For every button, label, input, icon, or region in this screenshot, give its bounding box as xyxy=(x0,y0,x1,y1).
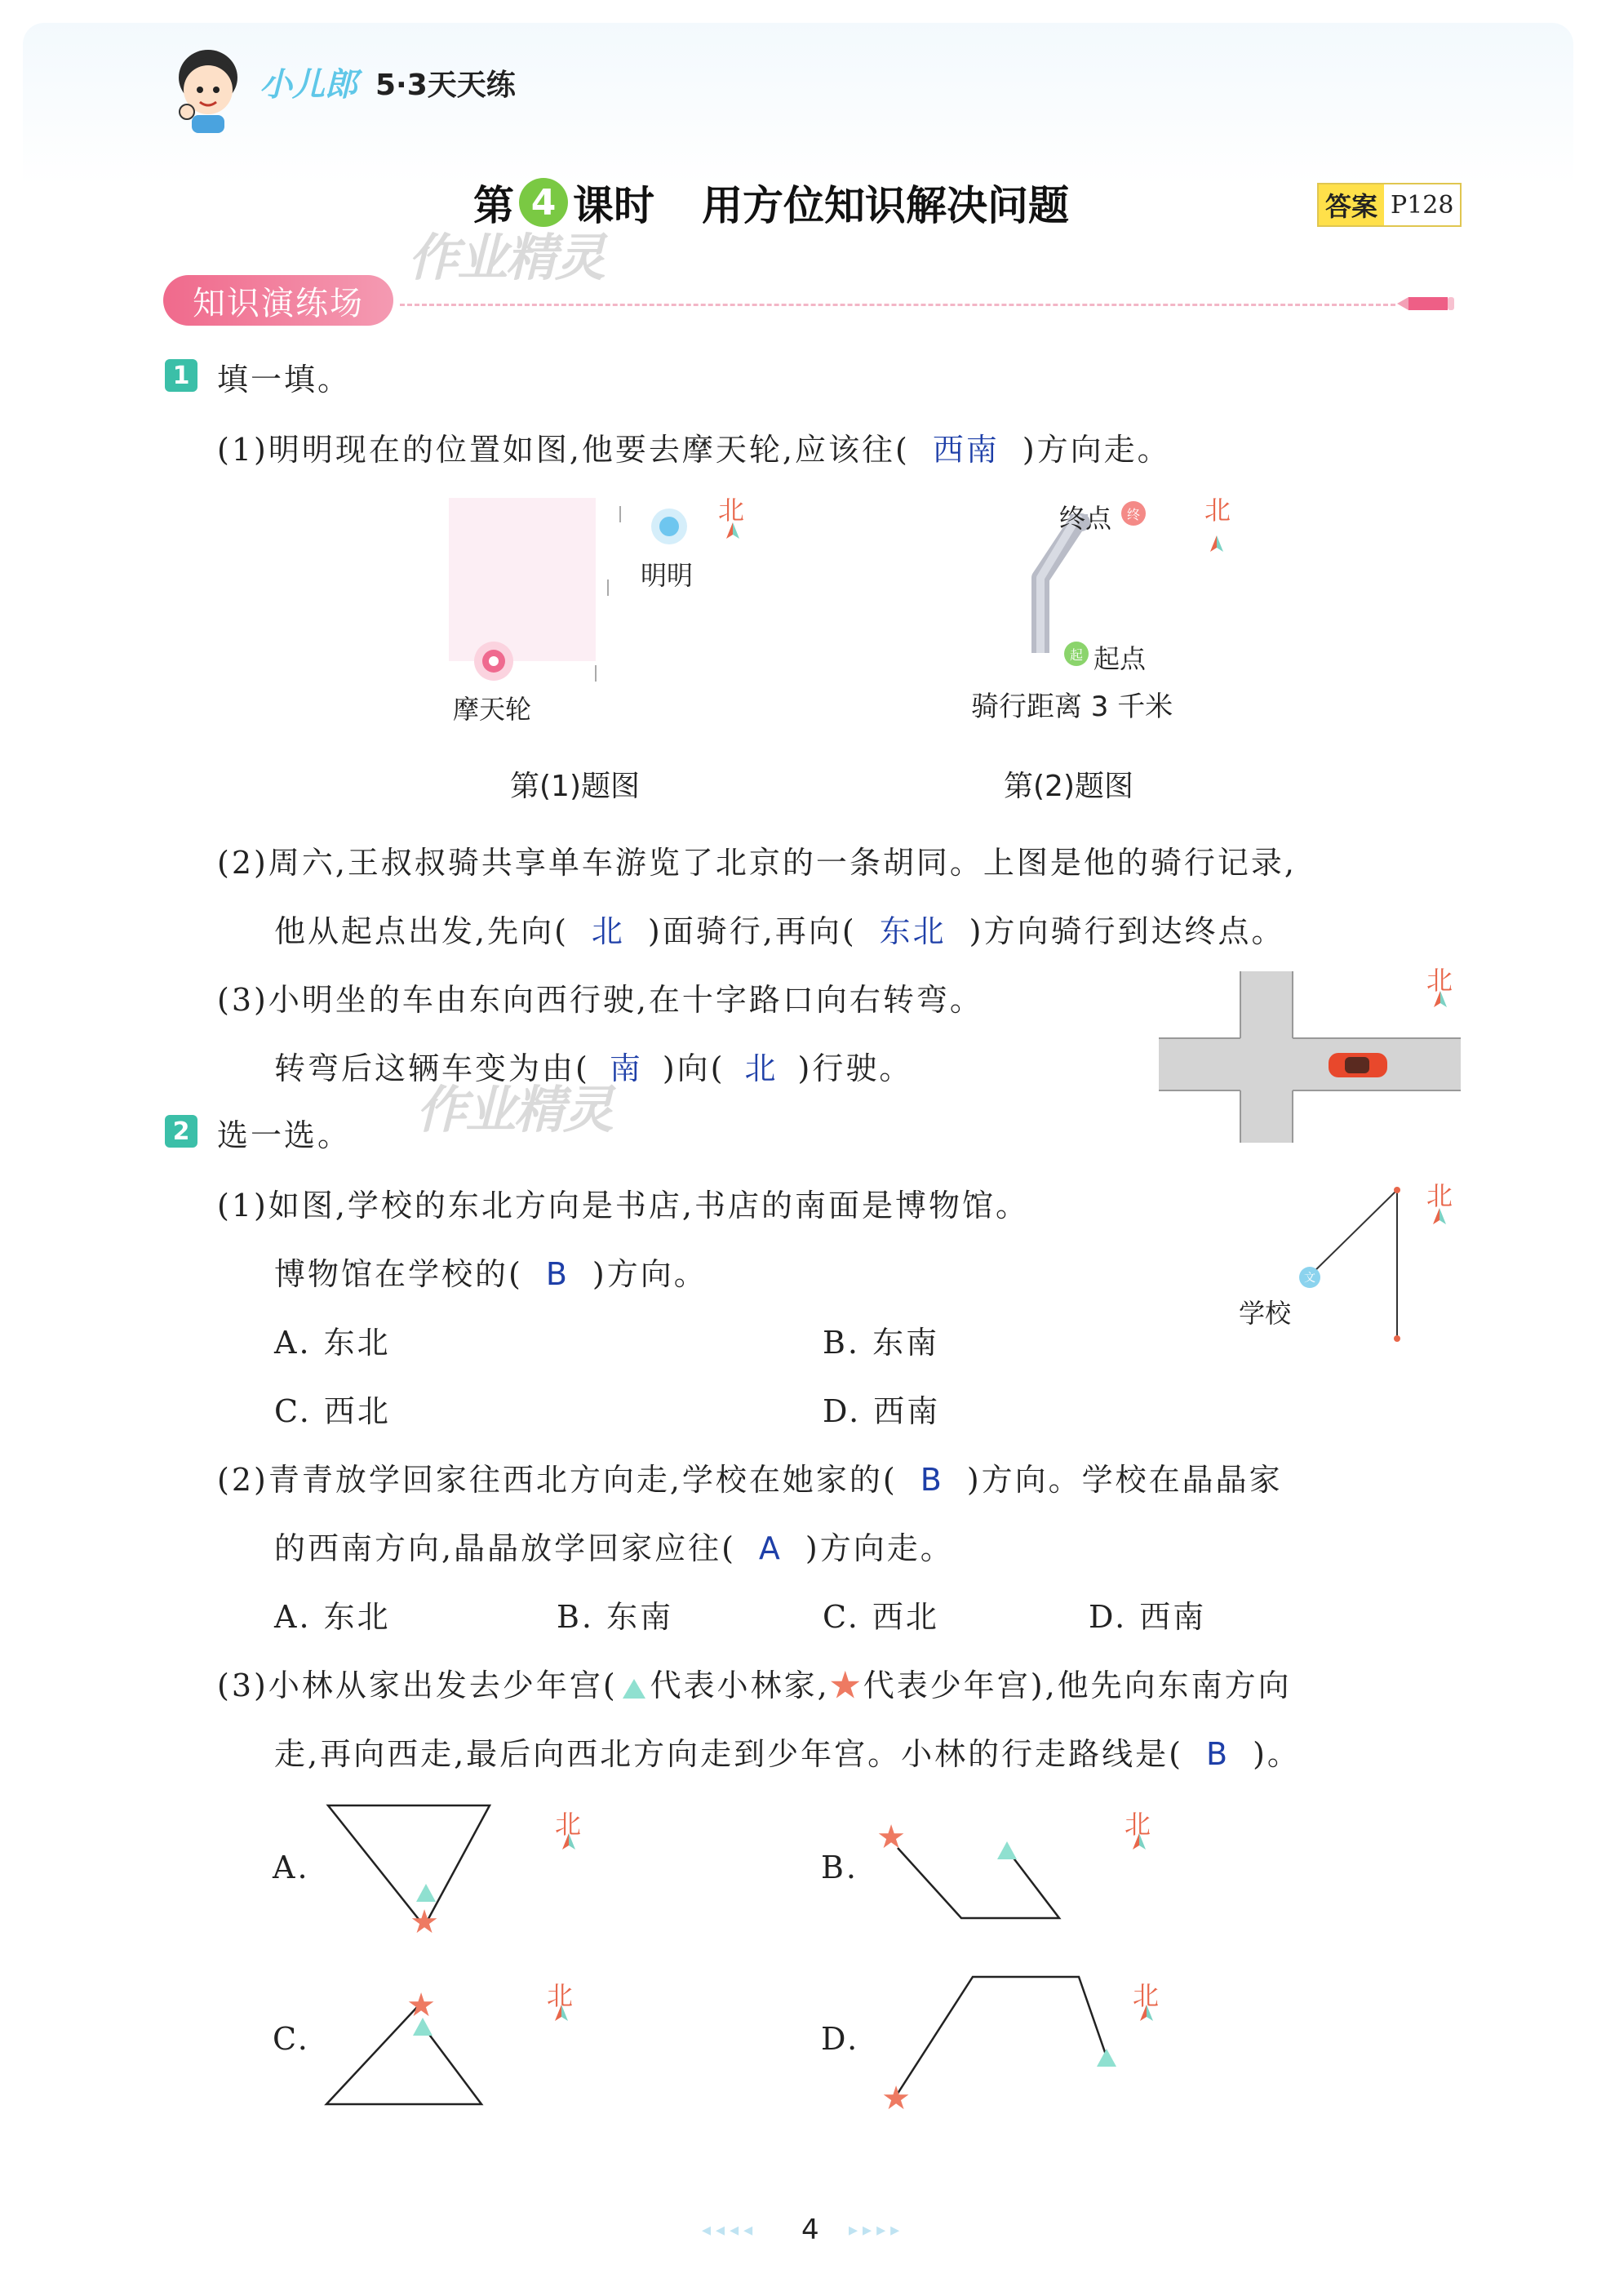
series-title: 5·3天天练 xyxy=(375,69,516,102)
q1-p2-text-end: )方向骑行到达终点。 xyxy=(969,913,1285,949)
q1-p2-line2 xyxy=(274,906,1285,951)
q2-number-badge: 2 xyxy=(165,1115,197,1148)
q1-p1 xyxy=(217,424,1171,469)
q2-title: 选一选。 xyxy=(217,1117,352,1153)
q2-p2-option-a[interactable]: A. 东北 xyxy=(274,1599,391,1635)
fig2-distance: 骑行距离 3 千米 xyxy=(971,691,1173,723)
route-b-path xyxy=(865,1796,1159,1934)
intersection-north-label: 北 xyxy=(1426,965,1453,996)
bookstore-point xyxy=(1394,1187,1400,1193)
mascot-icon xyxy=(167,45,249,135)
q1-p3-answer1: 南 xyxy=(609,1050,643,1086)
fig1-ferris-label: 摩天轮 xyxy=(453,694,532,725)
q1-number-badge: 1 xyxy=(165,359,197,392)
q2-p1-option-c[interactable]: C. 西北 xyxy=(274,1393,391,1429)
q1-p1-text-end: )方向走。 xyxy=(1022,432,1171,468)
route-option-a-label[interactable]: A. xyxy=(273,1850,310,1885)
q2-p2-text-end: )方向走。 xyxy=(805,1530,954,1566)
north-arrow-icon xyxy=(1210,535,1217,552)
route-option-b[interactable] xyxy=(865,1796,1159,1934)
route-option-a[interactable] xyxy=(318,1796,596,1934)
q2-p3-text-end: )。 xyxy=(1253,1736,1301,1772)
route-option-d-label[interactable]: D. xyxy=(821,2021,860,2057)
home-icon xyxy=(1097,2049,1116,2067)
home-icon xyxy=(416,1884,436,1902)
q2-p1-option-b[interactable]: B. 东南 xyxy=(823,1325,940,1361)
q2-p2-option-c[interactable]: C. 西北 xyxy=(823,1599,939,1635)
star-icon: ★ xyxy=(881,2080,911,2114)
figure-2 xyxy=(963,490,1257,726)
school-icon: 文 xyxy=(1299,1267,1320,1288)
footer-arrows-left: ◂◂◂◂ xyxy=(702,2220,758,2240)
q1-p2-answer1: 北 xyxy=(591,913,625,949)
q2-p2-answer1: B xyxy=(920,1462,944,1498)
home-symbol xyxy=(623,1679,645,1699)
q2-p2-text: (2)青青放学回家往西北方向走,学校在她家的( xyxy=(217,1462,898,1498)
q2-p2-text-2: 的西南方向,晶晶放学回家应往( xyxy=(274,1530,736,1566)
q1-p1-text: (1)明明现在的位置如图,他要去摩天轮,应该往( xyxy=(217,432,910,468)
footer-arrows-right: ▸▸▸▸ xyxy=(849,2220,905,2240)
q1-p3-text-end: )行驶。 xyxy=(797,1050,913,1086)
route-d-path xyxy=(865,1967,1159,2114)
q1-p3-line1: (3)小明坐的车由东向西行驶,在十字路口向右转弯。 xyxy=(217,982,983,1018)
fig2-north-label: 北 xyxy=(1204,495,1231,526)
q2-p3-answer: B xyxy=(1206,1736,1231,1772)
star-icon: ★ xyxy=(406,1987,436,2024)
watermark: 作业精灵 xyxy=(416,1080,613,1139)
road-horizontal xyxy=(1159,1038,1461,1090)
q2-p1-text: 博物馆在学校的( xyxy=(274,1256,523,1292)
museum-point xyxy=(1394,1335,1400,1342)
lesson-title: 用方位知识解决问题 xyxy=(702,182,1069,229)
end-marker: 终 xyxy=(1121,501,1146,526)
intersection-map xyxy=(1159,971,1461,1143)
q2-p1-line1: (1)如图,学校的东北方向是书店,书店的南面是博物馆。 xyxy=(217,1188,1029,1223)
section-divider xyxy=(400,304,1395,306)
route-d-north-label: 北 xyxy=(1133,1980,1160,2011)
q2-p3-text-home: 代表小林家, xyxy=(650,1668,830,1703)
school-north-label: 北 xyxy=(1426,1180,1453,1211)
q1-p2-answer2: 东北 xyxy=(879,913,947,949)
q2-p2-line1 xyxy=(217,1454,1283,1499)
lesson-prefix: 第 xyxy=(473,182,514,229)
q2-p1-option-a[interactable]: A. 东北 xyxy=(274,1325,391,1361)
q2-p3-text: (3)小林从家出发去少年宫( xyxy=(217,1668,618,1703)
route-option-c-label[interactable]: C. xyxy=(273,2021,310,2057)
q1-p2-line1: (2)周六,王叔叔骑共享单车游览了北京的一条胡同。上图是他的骑行记录, xyxy=(217,845,1297,881)
brand-logo: 小儿郎 xyxy=(260,66,357,104)
q2-p1-answer: B xyxy=(545,1256,570,1292)
school-to-bookstore-line xyxy=(1309,1190,1397,1277)
route-a-path xyxy=(318,1796,596,1934)
fig2-caption: 第(2)题图 xyxy=(1004,770,1133,803)
fig1-north-label: 北 xyxy=(718,495,745,526)
intersection-figure xyxy=(1159,965,1461,1143)
school-label: 学校 xyxy=(1239,1298,1292,1329)
q1-p1-answer: 西南 xyxy=(932,432,1000,468)
q2-p3-line1 xyxy=(217,1660,1292,1705)
figure-1 xyxy=(433,490,775,726)
q2-p2-answer2: A xyxy=(758,1530,783,1566)
answer-page: P128 xyxy=(1384,184,1460,225)
route-a-north-label: 北 xyxy=(555,1809,582,1840)
watermark: 作业精灵 xyxy=(408,228,605,287)
lesson-number-badge: 4 xyxy=(519,178,568,227)
q2-p2-line2 xyxy=(274,1523,954,1568)
q2-p1-option-d[interactable]: D. 西南 xyxy=(823,1393,941,1429)
page-number: 4 xyxy=(801,2214,819,2246)
answer-label: 答案 xyxy=(1319,184,1384,225)
fig2-end-label: 终点 xyxy=(1059,503,1112,534)
school-figure xyxy=(1224,1175,1469,1355)
pencil-icon xyxy=(1397,294,1456,317)
fig2-start-label: 起点 xyxy=(1094,643,1147,674)
fig1-caption: 第(1)题图 xyxy=(510,770,640,803)
lesson-suffix: 课时 xyxy=(573,182,654,229)
q2-p2-option-d[interactable]: D. 西南 xyxy=(1089,1599,1207,1635)
q1-p3-text-mid: )向( xyxy=(662,1050,725,1086)
q1-p3-text: 转弯后这辆车变为由( xyxy=(274,1050,590,1086)
route-option-c[interactable] xyxy=(318,1967,596,2114)
ferris-area xyxy=(449,498,596,661)
fig1-mingming-label: 明明 xyxy=(641,560,694,591)
route-b-north-label: 北 xyxy=(1125,1809,1151,1840)
q1-p2-text-mid: )面骑行,再向( xyxy=(647,913,857,949)
home-icon xyxy=(997,1841,1017,1859)
q1-p3-answer2: 北 xyxy=(744,1050,779,1086)
q2-p2-text-mid: )方向。学校在晶晶家 xyxy=(966,1462,1283,1498)
start-marker: 起 xyxy=(1064,642,1089,666)
section-title: 知识演练场 xyxy=(163,275,393,326)
q2-p1-line2 xyxy=(274,1249,708,1294)
answer-reference xyxy=(1317,183,1462,227)
route-option-d[interactable] xyxy=(865,1967,1159,2114)
q2-p1-text-end: )方向。 xyxy=(592,1256,708,1292)
q2-p2-option-b[interactable]: B. 东南 xyxy=(557,1599,674,1635)
mingming-marker xyxy=(659,517,679,536)
q2-p3-text-2: 走,再向西走,最后向西北方向走到少年宫。小林的行走路线是( xyxy=(274,1736,1183,1772)
route-option-b-label[interactable]: B. xyxy=(821,1850,859,1885)
star-icon: ★ xyxy=(876,1819,906,1856)
q2-p3-text-palace: 代表少年宫),他先向东南方向 xyxy=(863,1668,1292,1703)
star-icon: ★ xyxy=(410,1903,439,1934)
q2-p3-line2 xyxy=(274,1729,1301,1774)
q1-p2-text: 他从起点出发,先向( xyxy=(274,913,569,949)
q1-title: 填一填。 xyxy=(217,362,352,397)
route-c-north-label: 北 xyxy=(547,1980,574,2011)
star-symbol: ★ xyxy=(829,1668,863,1703)
